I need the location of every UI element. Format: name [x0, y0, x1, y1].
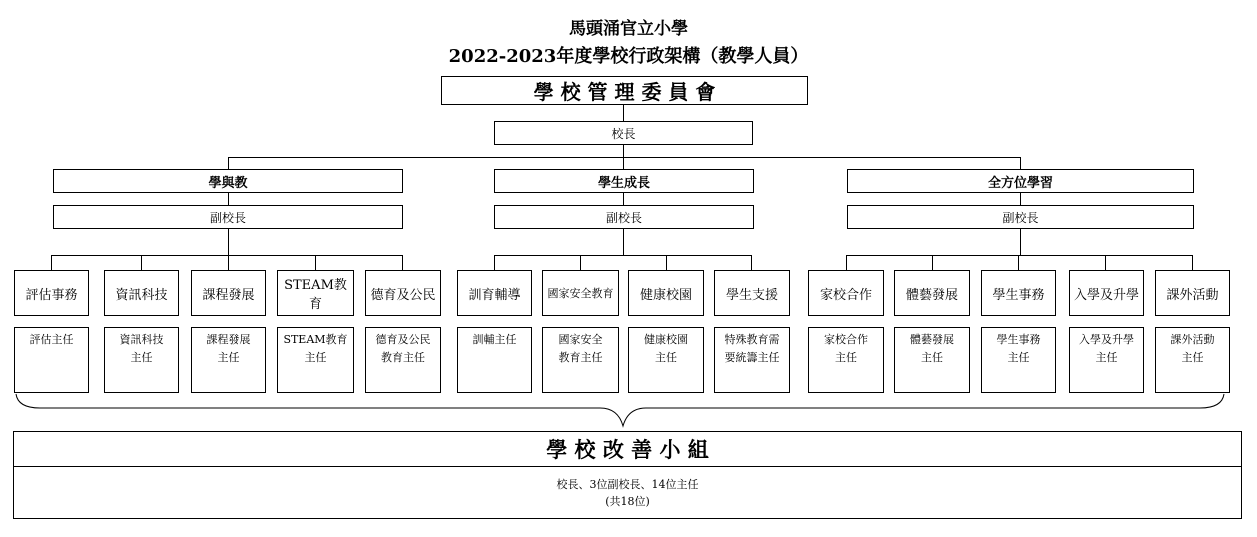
connector	[623, 229, 624, 255]
director-box	[714, 327, 790, 393]
connector	[315, 255, 316, 270]
director-label: 國家安全	[558, 333, 603, 346]
director-label: 主任	[1181, 351, 1204, 364]
dept-label: 資訊科技	[115, 287, 168, 303]
dept-label: 學生事務	[992, 287, 1045, 303]
connector	[228, 157, 1020, 158]
connector	[666, 255, 667, 270]
director-box	[628, 327, 704, 393]
principal-label: 校長	[611, 126, 636, 141]
dept-label: 訓育輔導	[468, 287, 521, 303]
director-label: 主任	[1007, 351, 1030, 364]
dept-box	[365, 270, 441, 316]
director-label: 教育主任	[381, 351, 425, 364]
director-label: 主任	[217, 351, 240, 364]
dept-label: 健康校園	[639, 287, 692, 303]
director-label: 入學及升學	[1079, 333, 1134, 346]
director-label: 資訊科技	[119, 333, 164, 346]
improvement-team-members-box	[13, 466, 1242, 519]
dept-box	[14, 270, 89, 316]
connector	[228, 229, 229, 255]
vice-principal-box	[847, 205, 1194, 229]
director-label: 特殊教育需	[724, 333, 780, 346]
director-label: 要統籌主任	[724, 351, 780, 364]
connector	[580, 255, 581, 270]
dept-label: 學生支援	[725, 287, 778, 303]
dept-box	[457, 270, 532, 316]
director-box	[1155, 327, 1230, 393]
dept-box	[628, 270, 704, 316]
connector	[51, 255, 402, 256]
connector	[1020, 193, 1021, 205]
director-label: 主任	[921, 351, 943, 364]
dept-box	[714, 270, 790, 316]
director-box	[104, 327, 179, 393]
director-box	[14, 327, 89, 393]
dept-box	[981, 270, 1056, 316]
dept-box	[808, 270, 884, 316]
dept-box	[277, 270, 354, 316]
domain-all-round-learning	[847, 169, 1194, 193]
director-label: 德育及公民	[375, 333, 431, 346]
director-label: 家校合作	[824, 333, 868, 346]
connector	[1018, 255, 1019, 270]
connector	[623, 193, 624, 205]
director-label: 評估主任	[29, 333, 74, 346]
director-label: 主任	[1095, 351, 1118, 364]
vice-principal-box	[53, 205, 403, 229]
dept-box	[1155, 270, 1230, 316]
connector	[402, 255, 403, 270]
director-label: 訓輔主任	[472, 333, 517, 346]
dept-label: 評估事務	[25, 287, 78, 303]
connector	[846, 255, 847, 270]
domain-label: 學生成長	[597, 175, 650, 191]
vice-principal-box	[494, 205, 754, 229]
connector	[1105, 255, 1106, 270]
connector	[228, 193, 229, 205]
connector	[1192, 255, 1193, 270]
director-box	[894, 327, 970, 393]
dept-label: 課程發展	[202, 287, 255, 303]
domain-student-growth	[494, 169, 754, 193]
management-committee-box	[441, 76, 808, 105]
director-box	[542, 327, 619, 393]
curly-brace-icon	[0, 392, 1257, 432]
director-label: 教育主任	[558, 351, 603, 364]
connector	[846, 255, 1192, 256]
connector	[228, 157, 229, 169]
dept-label: 國家安全教育	[547, 287, 614, 300]
connector	[51, 255, 52, 270]
dept-box	[1069, 270, 1144, 316]
connector	[141, 255, 142, 270]
connector	[1020, 157, 1021, 169]
dept-label: 家校合作	[819, 287, 872, 303]
improvement-team-title-box	[13, 431, 1242, 467]
director-label: 課外活動	[1170, 333, 1215, 346]
dept-label: 入學及升學	[1073, 287, 1139, 303]
structure-title: 2022-2023年度學校行政架構（教學人員）	[448, 46, 809, 67]
director-label: 課程發展	[206, 333, 251, 346]
dept-label: 課外活動	[1166, 287, 1219, 303]
connector	[1020, 229, 1021, 255]
connector	[623, 105, 624, 121]
director-label: 體藝發展	[910, 333, 954, 346]
director-label: 健康校園	[644, 333, 688, 346]
vice-principal-label: 副校長	[209, 210, 246, 225]
director-box	[191, 327, 266, 393]
domain-label: 全方位學習	[987, 175, 1053, 191]
domain-label: 學與教	[208, 175, 248, 191]
dept-box	[104, 270, 179, 316]
dept-box	[191, 270, 266, 316]
director-box	[457, 327, 532, 393]
connector	[494, 255, 495, 270]
director-box	[981, 327, 1056, 393]
school-name: 馬頭涌官立小學	[569, 19, 688, 39]
principal-box	[494, 121, 753, 145]
improvement-team-title: 學 校 改 善 小 組	[546, 437, 709, 462]
dept-box	[894, 270, 970, 316]
director-box	[808, 327, 884, 393]
connector	[932, 255, 933, 270]
vice-principal-label: 副校長	[1002, 210, 1039, 225]
improvement-team-members: 校長、3位副校長、14位主任	[556, 478, 699, 491]
director-label: 主任	[655, 351, 677, 364]
director-box	[277, 327, 354, 393]
dept-label: 德育及公民	[370, 287, 436, 303]
connector	[228, 255, 229, 270]
director-label: 主任	[304, 351, 327, 364]
director-box	[1069, 327, 1144, 393]
director-box	[365, 327, 441, 393]
vice-principal-label: 副校長	[605, 210, 642, 225]
director-label: 主任	[835, 351, 857, 364]
dept-label: 體藝發展	[905, 287, 958, 303]
director-label: 主任	[130, 351, 153, 364]
connector	[751, 255, 752, 270]
improvement-team-total: (共18位)	[605, 495, 650, 508]
director-label: 學生事務	[996, 333, 1041, 346]
dept-label: STEAM教育	[284, 278, 347, 312]
management-committee-label: 學 校 管 理 委 員 會	[533, 80, 716, 104]
connector	[494, 255, 751, 256]
domain-learning-teaching	[53, 169, 403, 193]
director-label: STEAM教育	[283, 333, 348, 346]
dept-box	[542, 270, 619, 316]
